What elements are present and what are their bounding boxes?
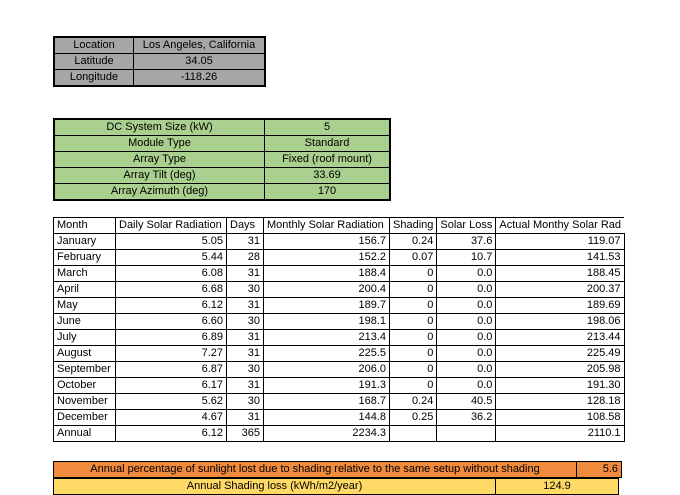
column-header[interactable]: Daily Solar Radiation <box>116 218 227 234</box>
table-cell[interactable]: 200.37 <box>496 282 624 298</box>
location-row <box>54 70 265 87</box>
table-cell[interactable]: 31 <box>227 346 264 362</box>
table-cell[interactable]: 365 <box>227 426 264 442</box>
table-row <box>54 298 625 314</box>
table-cell[interactable]: 213.44 <box>496 330 624 346</box>
table-cell[interactable]: 2110.1 <box>496 426 624 442</box>
location-table <box>53 36 266 87</box>
table-cell[interactable]: 188.4 <box>264 266 390 282</box>
table-cell[interactable]: 5.44 <box>116 250 227 266</box>
table-cell[interactable]: 144.8 <box>264 410 390 426</box>
table-cell[interactable]: 0 <box>390 314 437 330</box>
table-row <box>54 362 625 378</box>
system-row <box>54 184 390 201</box>
column-header[interactable]: Monthly Solar Radiation <box>264 218 390 234</box>
solar-radiation-table <box>53 217 625 442</box>
table-cell[interactable]: 6.17 <box>116 378 227 394</box>
table-cell[interactable]: 6.60 <box>116 314 227 330</box>
column-header[interactable]: Solar Loss <box>437 218 496 234</box>
table-cell[interactable] <box>390 426 437 442</box>
location-value-cell[interactable]: -118.26 <box>134 70 266 87</box>
table-cell[interactable]: 7.27 <box>116 346 227 362</box>
table-cell[interactable]: 6.12 <box>116 298 227 314</box>
table-cell[interactable]: 4.67 <box>116 410 227 426</box>
table-cell[interactable]: Annual <box>54 426 116 442</box>
system-label-cell[interactable]: Module Type <box>54 136 265 152</box>
shading-percentage-label[interactable]: Annual percentage of sunlight lost due to shading relative to the same setup without shading <box>54 462 577 478</box>
table-row <box>54 378 625 394</box>
location-label-cell[interactable]: Latitude <box>54 54 134 70</box>
table-cell[interactable]: 0.24 <box>390 394 437 410</box>
location-label-cell[interactable]: Location <box>54 37 134 54</box>
table-cell[interactable]: 6.68 <box>116 282 227 298</box>
table-cell[interactable]: December <box>54 410 116 426</box>
location-value-cell[interactable]: 34.05 <box>134 54 266 70</box>
table-cell[interactable]: 30 <box>227 314 264 330</box>
table-cell[interactable]: 0 <box>390 362 437 378</box>
table-cell[interactable]: 206.0 <box>264 362 390 378</box>
table-cell[interactable]: 0.0 <box>437 314 496 330</box>
table-cell[interactable]: 30 <box>227 282 264 298</box>
table-cell[interactable]: 128.18 <box>496 394 624 410</box>
table-cell[interactable]: 0.25 <box>390 410 437 426</box>
table-cell[interactable]: 6.08 <box>116 266 227 282</box>
system-label-cell[interactable]: Array Type <box>54 152 265 168</box>
table-cell[interactable]: October <box>54 378 116 394</box>
column-header[interactable]: Days <box>227 218 264 234</box>
shading-percentage-row <box>53 461 622 478</box>
table-cell[interactable]: 0 <box>390 330 437 346</box>
table-cell[interactable]: 5.05 <box>116 234 227 250</box>
table-cell[interactable]: 6.87 <box>116 362 227 378</box>
table-cell[interactable]: 191.3 <box>264 378 390 394</box>
table-cell[interactable]: 6.12 <box>116 426 227 442</box>
location-value-cell[interactable]: Los Angeles, California <box>134 37 266 54</box>
column-header[interactable]: Actual Monthy Solar Rad <box>496 218 624 234</box>
table-cell[interactable]: 31 <box>227 330 264 346</box>
table-cell[interactable]: 225.49 <box>496 346 624 362</box>
system-value-cell[interactable]: 5 <box>265 119 391 136</box>
shading-percentage-value[interactable]: 5.6 <box>577 462 622 478</box>
table-cell[interactable]: 108.58 <box>496 410 624 426</box>
table-cell[interactable]: 168.7 <box>264 394 390 410</box>
table-cell[interactable]: 0 <box>390 282 437 298</box>
system-value-cell[interactable]: 170 <box>265 184 391 201</box>
table-cell[interactable]: 188.45 <box>496 266 624 282</box>
table-cell[interactable]: 189.69 <box>496 298 624 314</box>
table-row <box>54 266 625 282</box>
shading-loss-value[interactable]: 124.9 <box>496 479 619 495</box>
system-label-cell[interactable]: DC System Size (kW) <box>54 119 265 136</box>
location-row <box>54 37 265 54</box>
system-row <box>54 119 390 136</box>
table-cell[interactable]: 36.2 <box>437 410 496 426</box>
column-header[interactable]: Month <box>54 218 116 234</box>
table-cell[interactable]: 30 <box>227 394 264 410</box>
system-row <box>54 136 390 152</box>
table-cell[interactable]: 0.0 <box>437 362 496 378</box>
shading-loss-label[interactable]: Annual Shading loss (kWh/m2/year) <box>54 479 496 495</box>
system-row <box>54 152 390 168</box>
table-row <box>54 346 625 362</box>
table-cell[interactable]: 0 <box>390 378 437 394</box>
table-cell[interactable]: 0.0 <box>437 378 496 394</box>
table-cell[interactable]: June <box>54 314 116 330</box>
table-row <box>54 250 625 266</box>
table-row <box>54 330 625 346</box>
table-cell[interactable]: 119.07 <box>496 234 624 250</box>
table-row <box>54 282 625 298</box>
table-cell[interactable]: 0.0 <box>437 346 496 362</box>
system-row <box>54 168 390 184</box>
table-cell[interactable]: 156.7 <box>264 234 390 250</box>
table-cell[interactable]: 40.5 <box>437 394 496 410</box>
system-label-cell[interactable]: Array Tilt (deg) <box>54 168 265 184</box>
table-cell[interactable]: September <box>54 362 116 378</box>
table-cell[interactable]: 2234.3 <box>264 426 390 442</box>
table-cell[interactable]: 225.5 <box>264 346 390 362</box>
table-cell[interactable]: January <box>54 234 116 250</box>
table-cell[interactable]: 37.6 <box>437 234 496 250</box>
shading-loss-row <box>53 478 619 495</box>
table-row <box>54 394 625 410</box>
table-header-row <box>54 218 625 234</box>
table-row <box>54 426 625 442</box>
table-cell[interactable]: July <box>54 330 116 346</box>
table-cell[interactable]: May <box>54 298 116 314</box>
table-cell[interactable]: 0.24 <box>390 234 437 250</box>
table-cell[interactable]: March <box>54 266 116 282</box>
table-cell[interactable]: 5.62 <box>116 394 227 410</box>
table-cell[interactable]: 198.06 <box>496 314 624 330</box>
table-cell[interactable]: 31 <box>227 410 264 426</box>
table-cell[interactable]: 141.53 <box>496 250 624 266</box>
system-value-cell[interactable]: 33.69 <box>265 168 391 184</box>
column-header[interactable]: Shading <box>390 218 437 234</box>
table-cell[interactable]: 31 <box>227 234 264 250</box>
table-cell[interactable]: 0.07 <box>390 250 437 266</box>
table-cell[interactable]: 30 <box>227 362 264 378</box>
table-cell[interactable]: 0 <box>390 346 437 362</box>
table-cell[interactable]: 31 <box>227 378 264 394</box>
table-row <box>54 234 625 250</box>
location-label-cell[interactable]: Longitude <box>54 70 134 87</box>
table-cell[interactable]: 0.0 <box>437 266 496 282</box>
table-cell[interactable]: 198.1 <box>264 314 390 330</box>
table-cell[interactable]: 0 <box>390 266 437 282</box>
table-cell[interactable]: 0 <box>390 298 437 314</box>
table-cell[interactable]: 0.0 <box>437 330 496 346</box>
table-cell[interactable]: February <box>54 250 116 266</box>
table-row <box>54 410 625 426</box>
system-table <box>53 118 391 201</box>
table-cell[interactable]: 28 <box>227 250 264 266</box>
table-cell[interactable]: 10.7 <box>437 250 496 266</box>
system-label-cell[interactable]: Array Azimuth (deg) <box>54 184 265 201</box>
system-value-cell[interactable]: Fixed (roof mount) <box>265 152 391 168</box>
table-cell[interactable]: 6.89 <box>116 330 227 346</box>
system-value-cell[interactable]: Standard <box>265 136 391 152</box>
table-cell[interactable]: 31 <box>227 266 264 282</box>
table-cell[interactable]: 213.4 <box>264 330 390 346</box>
table-cell[interactable]: 0.0 <box>437 282 496 298</box>
table-cell[interactable]: 0.0 <box>437 298 496 314</box>
table-row <box>54 314 625 330</box>
table-cell[interactable]: 31 <box>227 298 264 314</box>
location-row <box>54 54 265 70</box>
table-cell[interactable]: April <box>54 282 116 298</box>
table-cell[interactable]: August <box>54 346 116 362</box>
table-cell[interactable]: November <box>54 394 116 410</box>
table-cell[interactable]: 191.30 <box>496 378 624 394</box>
table-cell[interactable] <box>437 426 496 442</box>
table-cell[interactable]: 152.2 <box>264 250 390 266</box>
table-cell[interactable]: 189.7 <box>264 298 390 314</box>
table-cell[interactable]: 200.4 <box>264 282 390 298</box>
table-cell[interactable]: 205.98 <box>496 362 624 378</box>
